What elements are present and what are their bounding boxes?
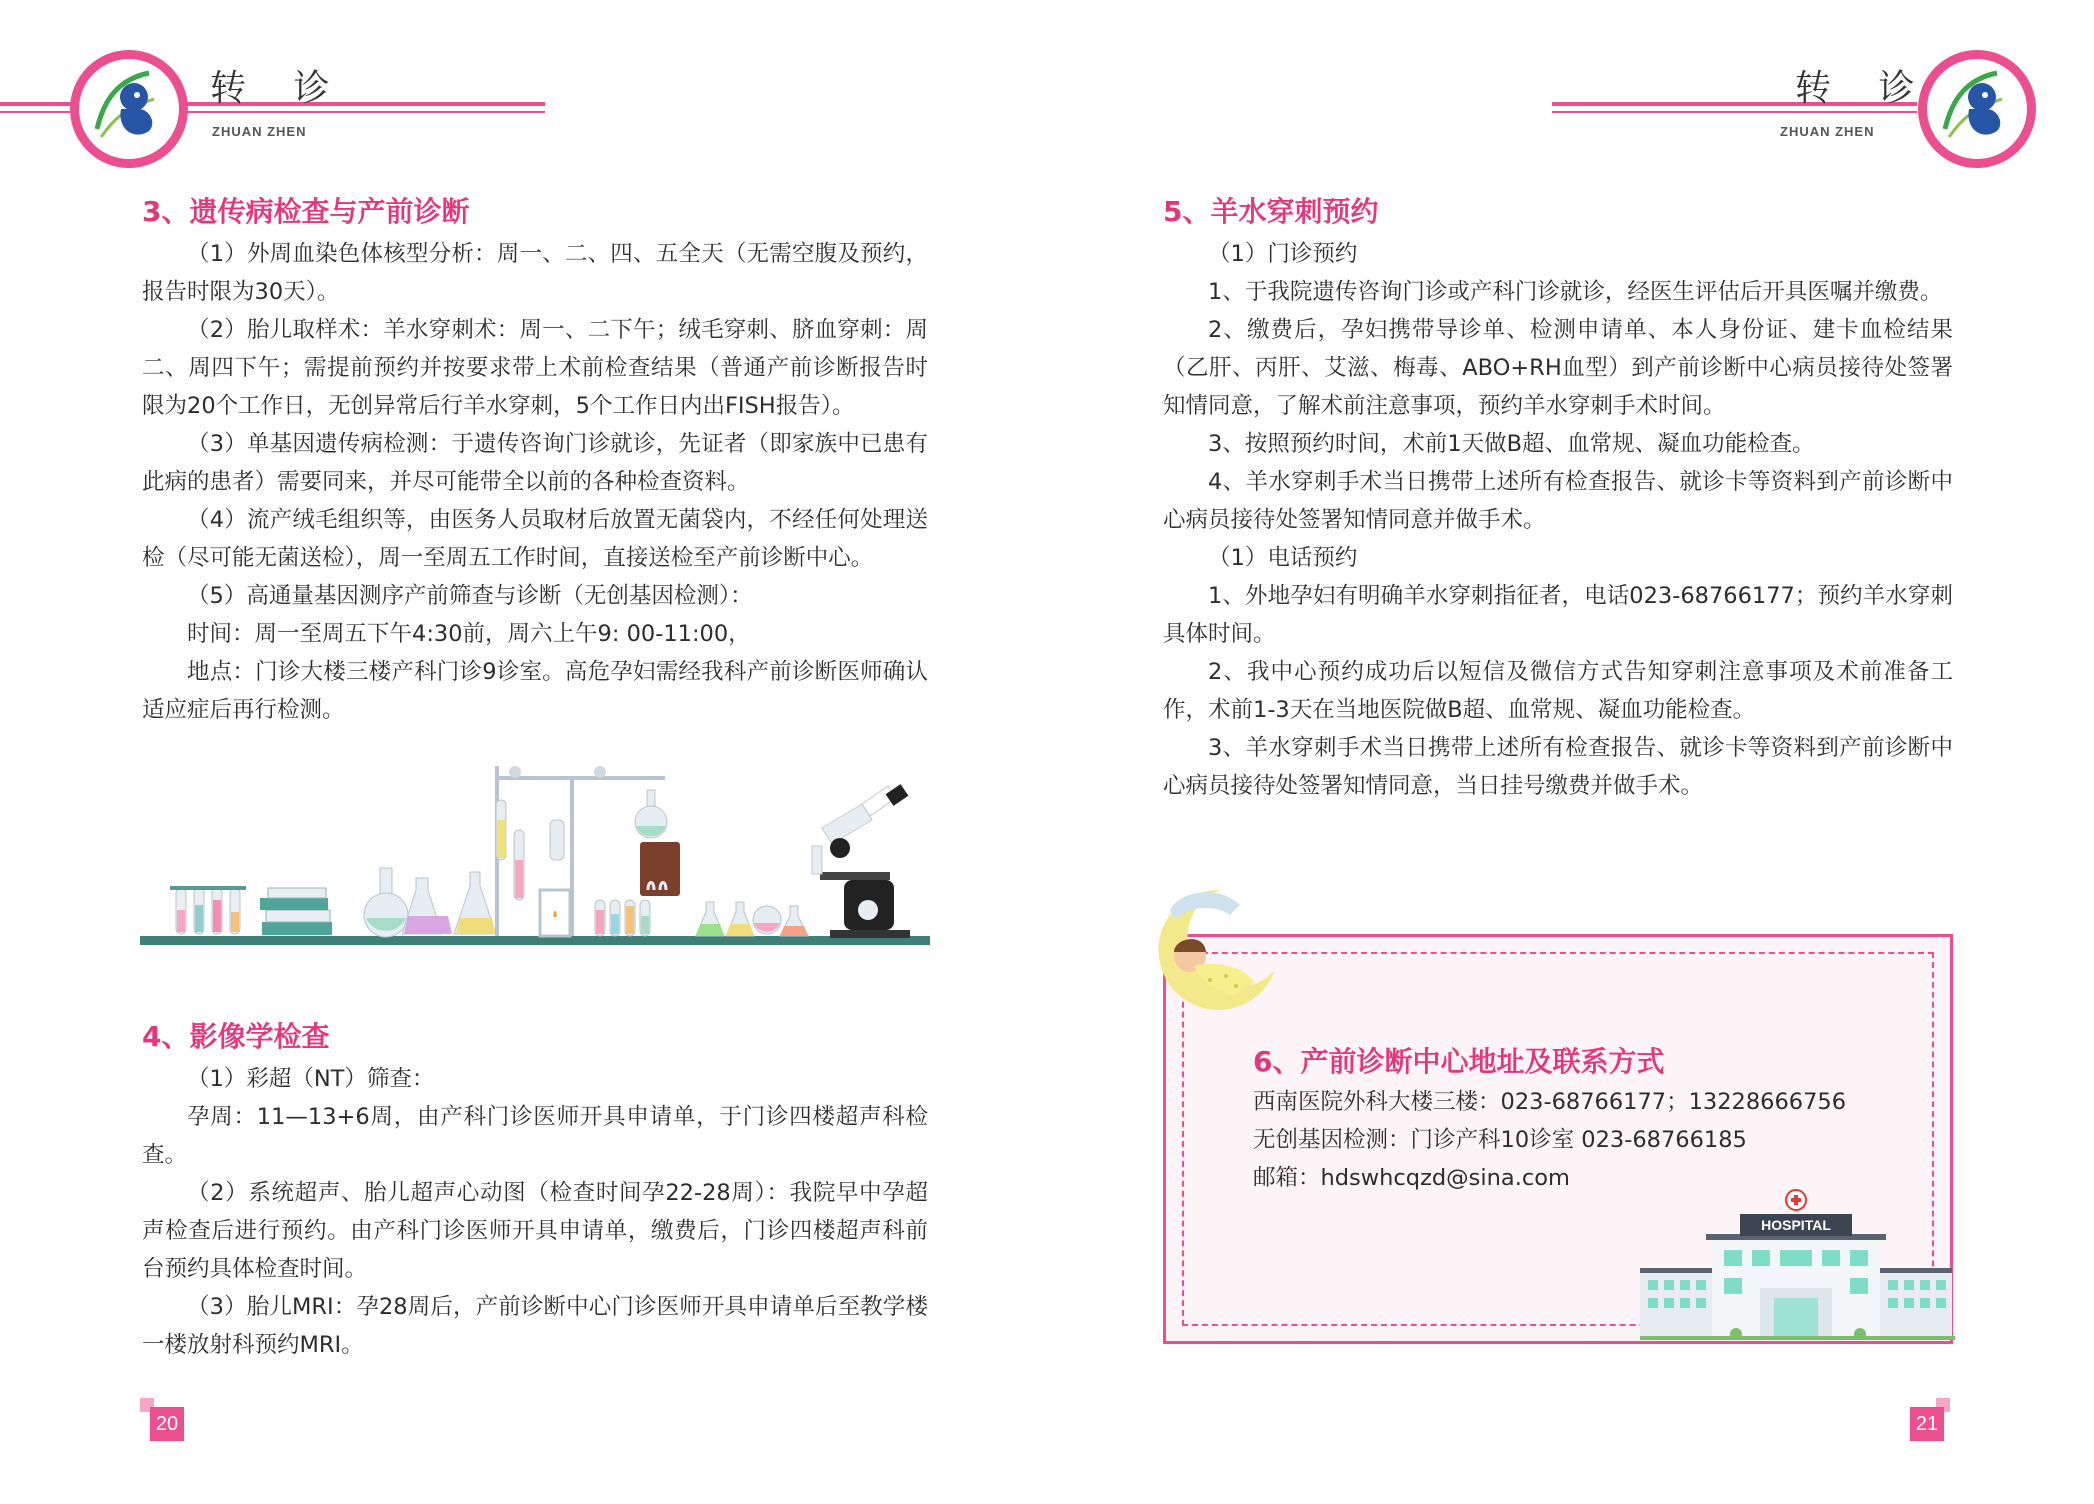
section-6-title: 6、产前诊断中心地址及联系方式 [1253, 1045, 1665, 1078]
section-5-para-7: 1、外地孕妇有明确羊水穿刺指征者，电话023-68766177；预约羊水穿刺具体时间。 [1163, 583, 1953, 647]
section-5-body [1163, 235, 1953, 805]
section-4-para-2: 孕周：11—13+6周，由产科门诊医师开具申请单，于门诊四楼超声科检查。 [142, 1104, 928, 1168]
header-title-right: 转 诊 [1795, 68, 1933, 109]
section-3-para-1: （1）外周血染色体核型分析：周一、二、四、五全天（无需空腹及预约，报告时限为30天）。 [142, 241, 928, 305]
section-5-title: 5、羊水穿刺预约 [1163, 195, 1379, 228]
contact-address: 西南医院外科大楼三楼：023-68766177；13228666756 [1253, 1089, 1847, 1115]
hanging-flask-icon [635, 790, 667, 838]
section-4-body [142, 1060, 928, 1364]
section-3-para-7: 地点：门诊大楼三楼产科门诊9诊室。高危孕妇需经我科产前诊断医师确认适应症后再行检测。 [142, 659, 928, 723]
header-band-right-thin [1552, 111, 1917, 113]
test-tubes-icon [170, 886, 246, 934]
books-icon [260, 888, 332, 935]
section-5-para-5: 4、羊水穿刺手术当日携带上述所有检查报告、就诊卡等资料到产前诊断中心病员接待处签署知情同意并做手术。 [1163, 469, 1953, 533]
section-3-para-2: （2）胎儿取样术：羊水穿刺术：周一、二下午；绒毛穿刺、脐血穿刺：周二、周四下午；需提前预约并按要求带上术前检查结果（普通产前诊断报告时限为20个工作日，无创异常后行羊水穿刺，5个工作日内出FISH报告）。 [142, 317, 928, 419]
section-3-para-3: （3）单基因遗传病检测：于遗传咨询门诊就诊，先证者（即家族中已患有此病的患者）需要同来，并尽可能带全以前的各种检查资料。 [142, 431, 928, 495]
notebook-icon [640, 842, 680, 896]
section-4-para-4: （3）胎儿MRI：孕28周后，产前诊断中心门诊医师开具申请单后至教学楼一楼放射科预约MRI。 [142, 1294, 928, 1358]
page-number-left: 20 [150, 1407, 184, 1441]
contact-info [1253, 1083, 1873, 1197]
header-subtitle-left: ZHUAN ZHEN [212, 124, 307, 139]
baby-on-moon-icon [1150, 880, 1290, 1020]
round-flask-icon [364, 868, 408, 937]
contact-email[interactable]: 邮箱：hdswhcqzd@sina.com [1253, 1165, 1570, 1191]
section-3-title: 3、遗传病检查与产前诊断 [142, 195, 470, 228]
section-5-para-3: 2、缴费后，孕妇携带导诊单、检测申请单、本人身份证、建卡血检结果（乙肝、丙肝、艾滋、梅毒、ABO+RH血型）到产前诊断中心病员接待处签署知情同意，了解术前注意事项，预约羊水穿刺手术时间。 [1163, 317, 1953, 419]
section-3-body [142, 235, 928, 729]
section-4-para-1: （1）彩超（NT）筛查： [187, 1066, 435, 1092]
section-3-para-5: （5）高通量基因测序产前筛查与诊断（无创基因检测）： [187, 583, 753, 609]
section-5-para-4: 3、按照预约时间，术前1天做B超、血常规、凝血功能检查。 [1208, 431, 1815, 457]
header-title-left: 转 诊 [210, 68, 348, 109]
fetus-logo-icon [70, 50, 188, 168]
section-5-para-8: 2、我中心预约成功后以短信及微信方式告知穿刺注意事项及术前准备工作，术前1-3天在当地医院做B超、血常规、凝血功能检查。 [1163, 659, 1953, 723]
tube-set-icon [595, 900, 650, 936]
fetus-logo-icon-right [1918, 50, 2036, 168]
hospital-sign: HOSPITAL [1761, 1217, 1831, 1233]
erlenmeyer-flasks-icon [402, 872, 496, 934]
section-4-title: 4、影像学检查 [142, 1020, 330, 1053]
section-5-para-9: 3、羊水穿刺手术当日携带上述所有检查报告、就诊卡等资料到产前诊断中心病员接待处签署知情同意，当日挂号缴费并做手术。 [1163, 735, 1953, 799]
section-5-para-6: （1）电话预约 [1208, 545, 1358, 571]
microscope-icon [812, 784, 910, 938]
section-5-para-1: （1）门诊预约 [1208, 241, 1358, 267]
header-subtitle-right: ZHUAN ZHEN [1780, 124, 1875, 139]
contact-genetic-test: 无创基因检测：门诊产科10诊室 023-68766185 [1253, 1127, 1747, 1153]
page-number-right: 21 [1910, 1407, 1944, 1441]
small-flasks-icon [696, 902, 808, 936]
section-5-para-2: 1、于我院遗传咨询门诊或产科门诊就诊，经医生评估后开具医嘱并缴费。 [1208, 279, 1943, 305]
hospital-building-icon [1640, 1188, 1955, 1348]
section-3-para-4: （4）流产绒毛组织等，由医务人员取材后放置无菌袋内，不经任何处理送检（尽可能无菌送检），周一至周五工作时间，直接送检至产前诊断中心。 [142, 507, 928, 571]
lab-equipment-illustration [140, 760, 930, 950]
section-3-para-6: 时间：周一至周五下午4:30前，周六上午9: 00-11:00， [187, 621, 751, 647]
section-4-para-3: （2）系统超声、胎儿超声心动图（检查时间孕22-28周）：我院早中孕超声检查后进行预约。由产科门诊医师开具申请单，缴费后，门诊四楼超声科前台预约具体检查时间。 [142, 1180, 928, 1282]
